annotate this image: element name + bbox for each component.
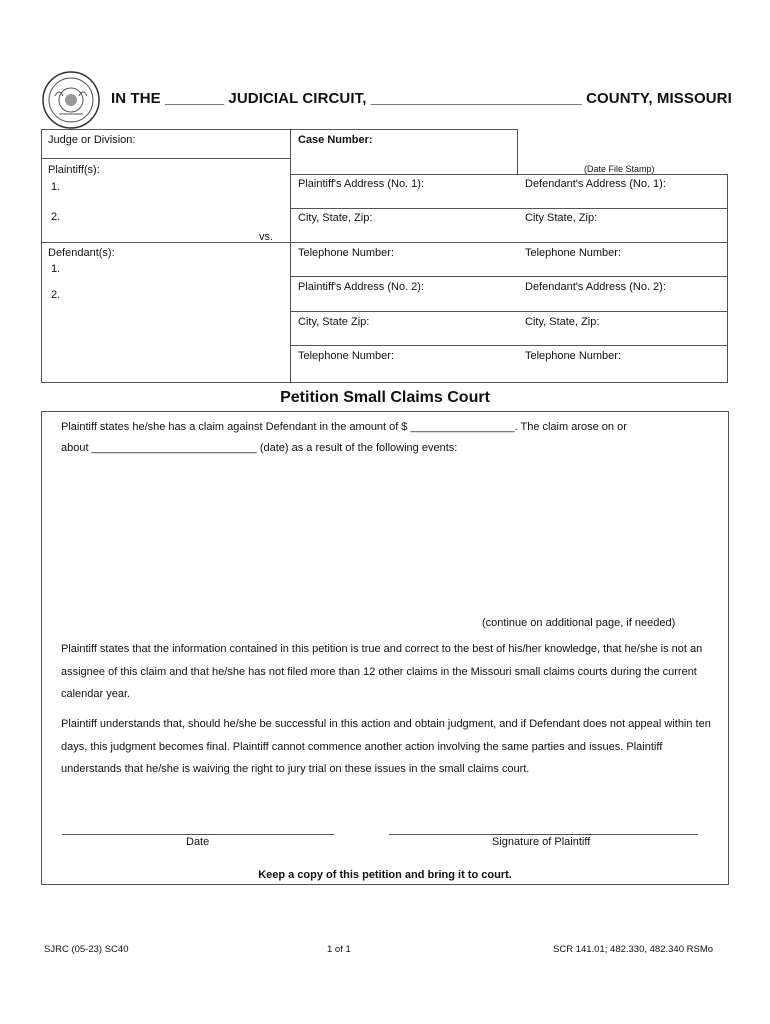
caption-case-right: [517, 129, 518, 175]
plaintiff-address-1: Plaintiff's Address (No. 1):: [298, 178, 425, 190]
claim-line-1: Plaintiff states he/she has a claim against Defendant in the amount of $ _________________. The claim arose on or: [61, 421, 627, 433]
date-label: Date: [186, 836, 210, 848]
petition-title: Petition Small Claims Court: [280, 389, 490, 406]
rules-citation: SCR 141.01; 482.330, 482.340 RSMo: [553, 944, 714, 955]
plaintiff-address-2: Plaintiff's Address (No. 2):: [298, 281, 425, 293]
defendants-label: Defendant(s):: [48, 247, 115, 259]
defendant-address-2: Defendant's Address (No. 2):: [525, 281, 666, 293]
case-number-label: Case Number:: [298, 134, 373, 146]
city-state-zip-p2: City, State Zip:: [298, 316, 370, 328]
signature-label: Signature of Plaintiff: [492, 836, 591, 848]
statement-2: Plaintiff understands that, should he/she be successful in this action and obtain judgment, and if Defendant does not appeal within ten days, this judgment becomes final. Plaintiff cannot commence another action involving the same parties and issues. Plaintiff understands that he/she is waiving the right to jury trial on these issues in the small claims court.: [61, 718, 711, 775]
city-state-zip-d2: City, State, Zip:: [525, 316, 600, 328]
defendant-1: 1.: [51, 263, 61, 275]
court-header: IN THE _______ JUDICIAL CIRCUIT, _________________________ COUNTY, MISSOURI: [111, 90, 732, 107]
city-state-zip-d1: City State, Zip:: [525, 212, 598, 224]
telephone-p2: Telephone Number:: [298, 350, 395, 362]
telephone-d2: Telephone Number:: [525, 350, 622, 362]
continue-note: (continue on additional page, if needed): [482, 617, 676, 629]
claim-line-2: about ___________________________ (date) as a result of the following events:: [61, 442, 458, 454]
keep-copy-note: Keep a copy of this petition and bring it to court.: [258, 869, 512, 881]
telephone-d1: Telephone Number:: [525, 247, 622, 259]
plaintiff-1: 1.: [51, 181, 61, 193]
caption-top-border: [41, 129, 518, 130]
judge-label: Judge or Division:: [48, 134, 136, 146]
telephone-p1: Telephone Number:: [298, 247, 395, 259]
plaintiffs-label: Plaintiff(s):: [48, 164, 100, 176]
signature-line: [389, 834, 698, 835]
defendant-address-1: Defendant's Address (No. 1):: [525, 178, 666, 190]
plaintiff-2: 2.: [51, 211, 61, 223]
date-file-stamp: (Date File Stamp): [584, 164, 655, 174]
page-number: 1 of 1: [327, 944, 351, 955]
defendant-2: 2.: [51, 289, 61, 301]
vs-label: vs.: [259, 231, 274, 243]
statement-1: Plaintiff states that the information contained in this petition is true and correct to the best of his/her knowledge, that he/she is not an assignee of this claim and that he/she has not filed more than 12 other claims in the Missouri small claims courts during the current calendar year.: [61, 643, 703, 700]
missouri-seal-icon: [41, 70, 101, 130]
city-state-zip-p1: City, State, Zip:: [298, 212, 373, 224]
date-line: [62, 834, 334, 835]
caption-left-border: [41, 129, 42, 383]
form-id: SJRC (05-23) SC40: [44, 944, 129, 955]
